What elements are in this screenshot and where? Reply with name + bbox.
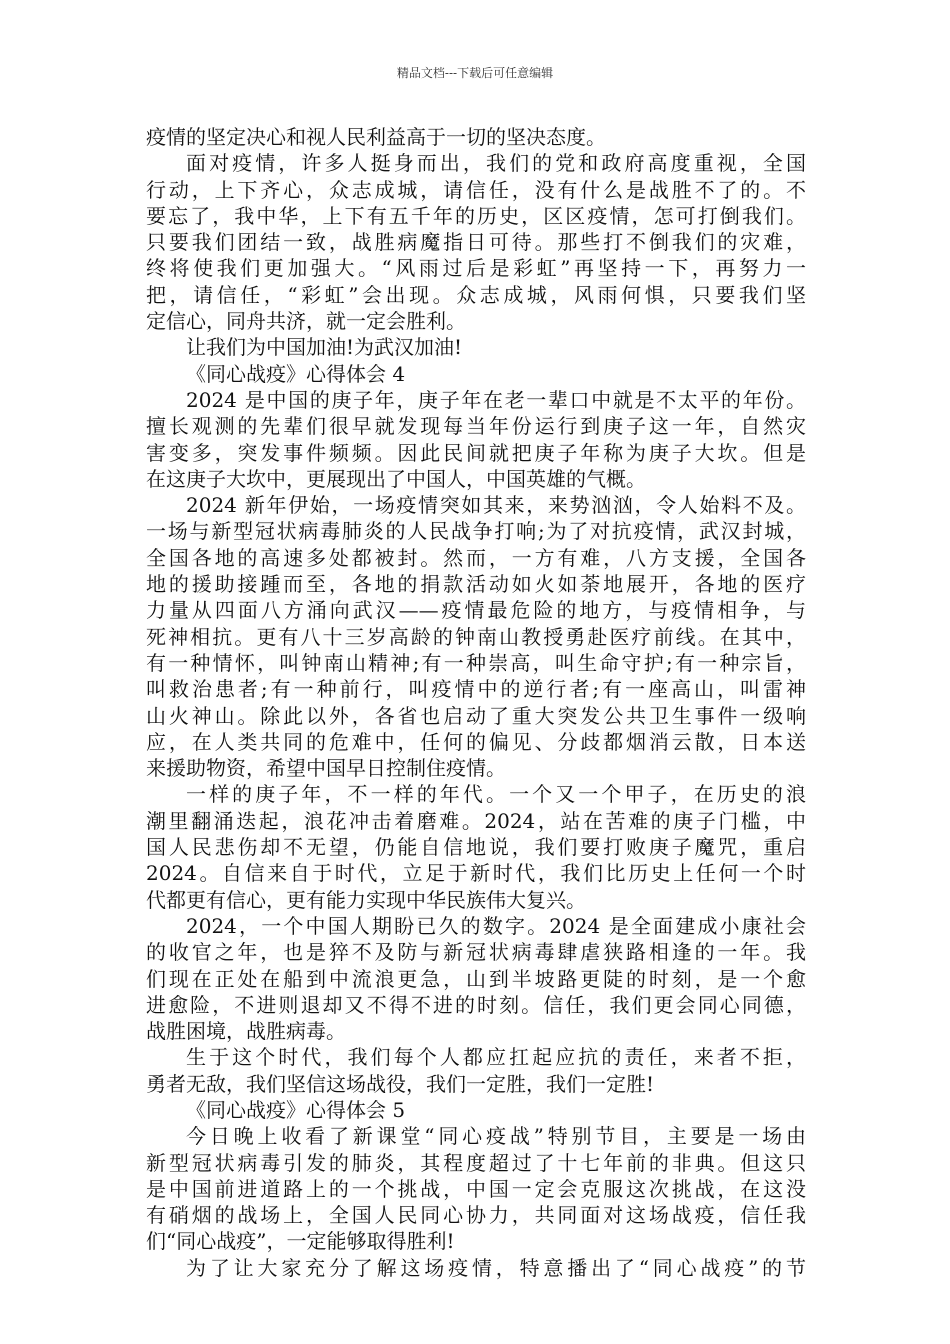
text-line: 新型冠状病毒引发的肺炎，其程度超过了十七年前的非典。但这只 xyxy=(146,1150,806,1175)
text-line: 2024，一个中国人期盼已久的数字。2024 是全面建成小康社会 xyxy=(186,913,806,938)
section-heading: 《同心战疫》心得体会 5 xyxy=(186,1097,406,1122)
text-line: 应，在人类共同的危难中，任何的偏见、分歧都烟消云散，日本送 xyxy=(146,729,806,754)
text-line: 生于这个时代，我们每个人都应扛起应抗的责任，来者不拒， xyxy=(186,1045,806,1070)
text-line: 潮里翻涌迭起，浪花冲击着磨难。2024，站在苦难的庚子门槛，中 xyxy=(146,808,806,833)
text-line: 有硝烟的战场上，全国人民同心协力，共同面对这场战疫，信任我 xyxy=(146,1203,806,1228)
text-line: 面对疫情，许多人挺身而出，我们的党和政府高度重视，全国 xyxy=(186,151,806,176)
text-line: 们“同心战疫”，一定能够取得胜利! xyxy=(146,1229,455,1254)
text-line: 害变多，突发事件频频。因此民间就把庚子年称为庚子大坎。但是 xyxy=(146,440,806,465)
text-line: 为了让大家充分了解这场疫情，特意播出了“同心战疫”的节 xyxy=(186,1255,806,1280)
text-line: 在这庚子大坎中，更展现出了中国人，中国英雄的气概。 xyxy=(146,466,646,491)
text-line: 2024。自信来自于时代，立足于新时代，我们比历史上任何一个时 xyxy=(146,861,806,886)
text-line: 行动，上下齐心，众志成城，请信任，没有什么是战胜不了的。不 xyxy=(146,177,806,202)
text-line: 叫救治患者;有一种前行，叫疫情中的逆行者;有一座高山，叫雷神 xyxy=(146,677,806,702)
text-line: 把，请信任，“彩虹”会出现。众志成城，风雨何惧，只要我们坚 xyxy=(146,282,806,307)
text-line: 要忘了，我中华，上下有五千年的历史，区区疫情，怎可打倒我们。 xyxy=(146,203,806,228)
text-line: 是中国前进道路上的一个挑战，中国一定会克服这次挑战，在这没 xyxy=(146,1176,806,1201)
text-line: 力量从四面八方涌向武汉——疫情最危险的地方，与疫情相争，与 xyxy=(146,598,806,623)
text-line: 擅长观测的先辈们很早就发现每当年份运行到庚子这一年，自然灾 xyxy=(146,414,806,439)
text-line: 一样的庚子年，不一样的年代。一个又一个甲子，在历史的浪 xyxy=(186,782,806,807)
text-line: 进愈险，不进则退却又不得不进的时刻。信任，我们更会同心同德， xyxy=(146,992,806,1017)
text-line: 来援助物资，希望中国早日控制住疫情。 xyxy=(146,756,506,781)
text-line: 疫情的坚定决心和视人民利益高于一切的坚决态度。 xyxy=(146,125,606,149)
text-line: 死神相抗。更有八十三岁高龄的钟南山教授勇赴医疗前线。在其中， xyxy=(146,624,806,649)
text-line: 地的援助接踵而至，各地的捐款活动如火如荼地展开，各地的医疗 xyxy=(146,572,806,597)
text-line: 的收官之年，也是猝不及防与新冠状病毒肆虐狭路相逢的一年。我 xyxy=(146,940,806,965)
text-line: 山火神山。除此以外，各省也启动了重大突发公共卫生事件一级响 xyxy=(146,703,806,728)
text-line: 一场与新型冠状病毒肺炎的人民战争打响;为了对抗疫情，武汉封城， xyxy=(146,519,806,544)
document-body xyxy=(146,124,806,1281)
text-line: 有一种情怀，叫钟南山精神;有一种崇高，叫生命守护;有一种宗旨， xyxy=(146,650,806,675)
text-line: 们现在正处在船到中流浪更急，山到半坡路更陡的时刻，是一个愈 xyxy=(146,966,806,991)
text-line: 2024 是中国的庚子年，庚子年在老一辈口中就是不太平的年份。 xyxy=(186,387,806,412)
text-line: 2024 新年伊始，一场疫情突如其来，来势汹汹，令人始料不及。 xyxy=(186,493,806,518)
text-line: 今日晚上收看了新课堂“同心疫战”特别节目，主要是一场由 xyxy=(186,1124,806,1149)
text-line: 只要我们团结一致，战胜病魔指日可待。那些打不倒我们的灾难， xyxy=(146,230,806,255)
text-line: 定信心，同舟共济，就一定会胜利。 xyxy=(146,309,466,334)
section-heading: 让我们为中国加油!为武汉加油! xyxy=(186,335,463,360)
section-heading: 《同心战疫》心得体会 4 xyxy=(186,361,406,386)
page-header: 精品文档---下载后可任意编辑 xyxy=(396,66,554,80)
text-line: 全国各地的高速多处都被封。然而，一方有难，八方支援，全国各 xyxy=(146,545,806,570)
text-line: 战胜困境，战胜病毒。 xyxy=(146,1019,346,1044)
text-line: 代都更有信心，更有能力实现中华民族伟大复兴。 xyxy=(146,887,586,912)
text-line: 勇者无敌，我们坚信这场战役，我们一定胜，我们一定胜! xyxy=(146,1071,655,1096)
text-line: 国人民悲伤却不无望，仍能自信地说，我们要打败庚子魔咒，重启 xyxy=(146,835,806,860)
text-line: 终将使我们更加强大。“风雨过后是彩虹”再坚持一下，再努力一 xyxy=(146,256,806,281)
